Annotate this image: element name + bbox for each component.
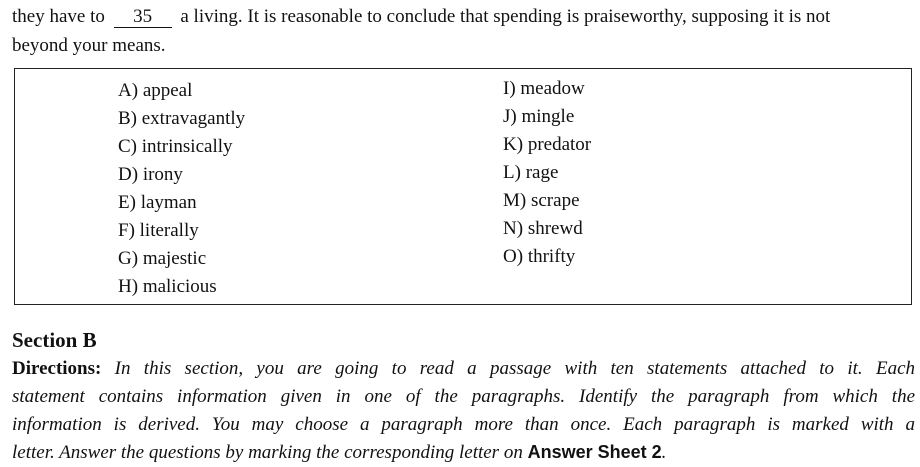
directions-label: Directions: bbox=[12, 358, 102, 379]
option-word: intrinsically bbox=[141, 136, 233, 157]
directions-text-4: letter. Answer the questions by marking the corresponding letter on bbox=[12, 442, 523, 463]
directions-line-2: statement contains information given in one of the paragraphs. Identify the paragraph from which the bbox=[12, 386, 915, 407]
option-word: shrewd bbox=[527, 218, 583, 239]
option-a bbox=[118, 79, 192, 103]
option-letter: M) bbox=[503, 190, 527, 211]
option-letter: N) bbox=[503, 218, 524, 239]
option-e bbox=[118, 191, 197, 215]
option-letter: B) bbox=[118, 108, 137, 129]
option-letter: I) bbox=[503, 78, 516, 99]
option-letter: L) bbox=[503, 162, 521, 183]
directions-end-period: . bbox=[661, 442, 667, 463]
directions-text-1: In this section, you are going to read a passage with ten statements attached to it. Each bbox=[114, 358, 916, 379]
passage-line-2: beyond your means. bbox=[12, 35, 166, 56]
option-i bbox=[503, 77, 585, 101]
directions-line-1 bbox=[12, 357, 915, 381]
directions-line-4 bbox=[12, 440, 915, 465]
option-word: scrape bbox=[530, 190, 580, 211]
option-f bbox=[118, 219, 199, 243]
option-c bbox=[118, 135, 233, 159]
option-d bbox=[118, 163, 183, 187]
option-word: malicious bbox=[142, 276, 217, 297]
option-letter: O) bbox=[503, 246, 524, 267]
passage-text-after-blank: a living. It is reasonable to conclude that spending is praiseworthy, supposing it is not bbox=[180, 6, 831, 27]
word-bank-box bbox=[14, 68, 912, 305]
option-b bbox=[118, 107, 245, 131]
option-word: literally bbox=[139, 220, 199, 241]
option-letter: J) bbox=[503, 106, 517, 127]
blank-35: 35 bbox=[114, 7, 172, 28]
option-letter: F) bbox=[118, 220, 135, 241]
option-j bbox=[503, 105, 574, 129]
option-word: thrifty bbox=[527, 246, 576, 267]
option-word: appeal bbox=[142, 80, 193, 101]
option-g bbox=[118, 247, 206, 271]
option-l bbox=[503, 161, 558, 185]
answer-sheet-reference: Answer Sheet 2 bbox=[527, 442, 662, 462]
option-h bbox=[118, 275, 217, 299]
directions-line-3: information is derived. You may choose a paragraph more than once. Each paragraph is marked with a bbox=[12, 414, 915, 435]
option-word: majestic bbox=[142, 248, 207, 269]
option-letter: K) bbox=[503, 134, 524, 155]
option-letter: E) bbox=[118, 192, 136, 213]
option-n bbox=[503, 217, 583, 241]
option-word: layman bbox=[140, 192, 197, 213]
option-letter: D) bbox=[118, 164, 139, 185]
option-word: predator bbox=[527, 134, 592, 155]
option-letter: A) bbox=[118, 80, 139, 101]
option-word: meadow bbox=[520, 78, 585, 99]
passage-line-1 bbox=[12, 5, 830, 29]
passage-text-before-blank: they have to bbox=[12, 6, 105, 27]
option-letter: H) bbox=[118, 276, 139, 297]
option-word: rage bbox=[525, 162, 559, 183]
option-word: mingle bbox=[521, 106, 575, 127]
option-letter: G) bbox=[118, 248, 139, 269]
option-o bbox=[503, 245, 575, 269]
option-m bbox=[503, 189, 580, 213]
option-word: irony bbox=[142, 164, 183, 185]
section-b-title: Section B bbox=[12, 328, 97, 352]
option-letter: C) bbox=[118, 136, 137, 157]
option-word: extravagantly bbox=[141, 108, 246, 129]
option-k bbox=[503, 133, 591, 157]
